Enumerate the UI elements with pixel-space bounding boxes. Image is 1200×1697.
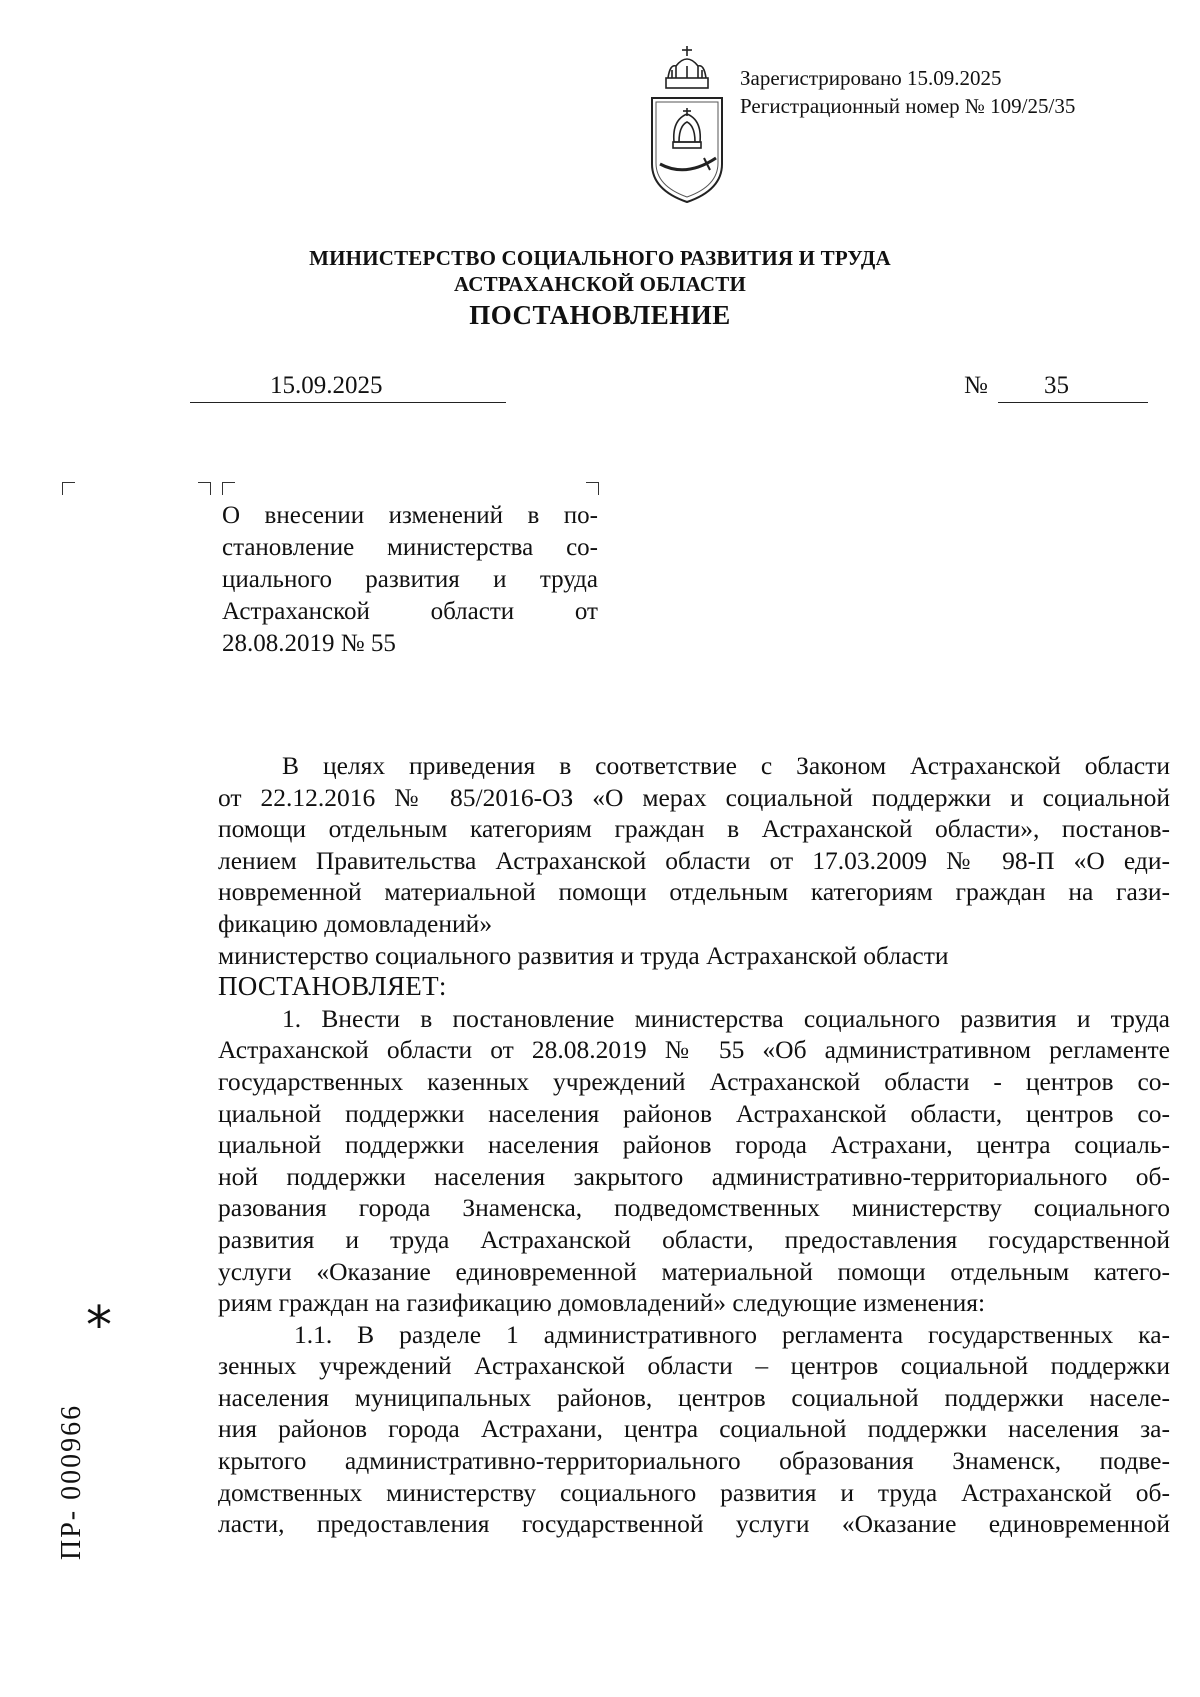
body-line: от 22.12.2016 № 85/2016-ОЗ «О мерах социальной поддержки и социальной [218, 782, 1170, 812]
registration-date: Зарегистрировано 15.09.2025 [740, 66, 1002, 90]
corner-mark-left [62, 482, 75, 495]
body-line: помощи отдельным категориям граждан в Астраханской области», постанов- [218, 814, 1170, 844]
acting-body: министерство социального развития и труда Астраханской области [218, 940, 949, 970]
item-1-line: циальной поддержки населения районов города Астрахани, центра социаль- [218, 1130, 1170, 1160]
corner-mark [198, 482, 211, 495]
item-1-1-line: 1.1. В разделе 1 административного регламента государственных ка- [294, 1319, 1170, 1349]
item-1-1-line: крытого административно-территориального образования Знаменск, подве- [218, 1446, 1170, 1476]
document-date: 15.09.2025 [270, 372, 383, 399]
registration-stamp [740, 64, 1075, 120]
number-underline [998, 372, 1148, 403]
item-1-line: 1. Внести в постановление министерства социального развития и труда [282, 1003, 1170, 1033]
body-line: новременной материальной помощи отдельным категориям граждан на гази- [218, 877, 1170, 907]
item-1-line: разования города Знаменска, подведомственных министерству социального [218, 1193, 1170, 1223]
document-subject [222, 500, 598, 660]
corner-mark [222, 482, 235, 495]
ministry-name-line2: АСТРАХАНСКОЙ ОБЛАСТИ [453, 272, 747, 296]
coat-of-arms-icon [646, 44, 728, 206]
item-1-1-line: населения муниципальных районов, центров социальной поддержки населе- [218, 1382, 1170, 1412]
body-line: В целях приведения в соответствие с Законом Астраханской области [282, 751, 1170, 780]
decree-word: ПОСТАНОВЛЯЕТ: [218, 971, 447, 1002]
registration-number: Регистрационный номер № 109/25/35 [740, 94, 1076, 118]
corner-mark-right [586, 482, 599, 495]
item-1-line: развития и труда Астраханской области, предоставления государственной [218, 1224, 1170, 1254]
ministry-name-line1: МИНИСТЕРСТВО СОЦИАЛЬНОГО РАЗВИТИЯ И ТРУДА [309, 246, 891, 270]
item-1-line: услуги «Оказание единовременной материальной помощи отдельным катего- [218, 1256, 1170, 1286]
item-1-line: государственных казенных учреждений Астраханской области - центров со- [218, 1066, 1170, 1096]
margin-document-code: ПР- 000966 [56, 1403, 87, 1560]
number-sign: № [964, 372, 988, 399]
subject-line: циального развития и труда [222, 566, 598, 593]
subject-line: 28.08.2019 № 55 [222, 630, 396, 657]
document-type-title: ПОСТАНОВЛЕНИЕ [469, 300, 731, 330]
document-body [218, 750, 1170, 1540]
subject-line: становление министерства со- [222, 534, 598, 561]
item-1-1-line: зенных учреждений Астраханской области – центров социальной поддержки [218, 1351, 1170, 1381]
item-1-line: ной поддержки населения закрытого административно-территориального об- [218, 1161, 1170, 1191]
item-1-line: риям граждан на газификацию домовладений» следующие изменения: [218, 1288, 986, 1318]
document-number: 35 [1044, 372, 1069, 399]
item-1-1-line: ласти, предоставления государственной услуги «Оказание единовременной [218, 1509, 1170, 1539]
item-1-line: Астраханской области от 28.08.2019 № 55 «Об административном регламенте [218, 1035, 1170, 1065]
body-line: лением Правительства Астраханской области от 17.03.2009 № 98-П «О еди- [218, 845, 1170, 875]
item-1-1-line: домственных министерству социального развития и труда Астраханской об- [218, 1477, 1170, 1507]
subject-line: О внесении изменений в по- [222, 502, 598, 529]
margin-asterisk: * [86, 1296, 112, 1356]
item-1-line: циальной поддержки населения районов Астраханской области, центров со- [218, 1098, 1170, 1128]
body-line: фикацию домовладений» [218, 908, 493, 938]
item-1-1-line: ния районов города Астрахани, центра социальной поддержки населения за- [218, 1414, 1170, 1444]
subject-line: Астраханской области от [222, 598, 598, 625]
